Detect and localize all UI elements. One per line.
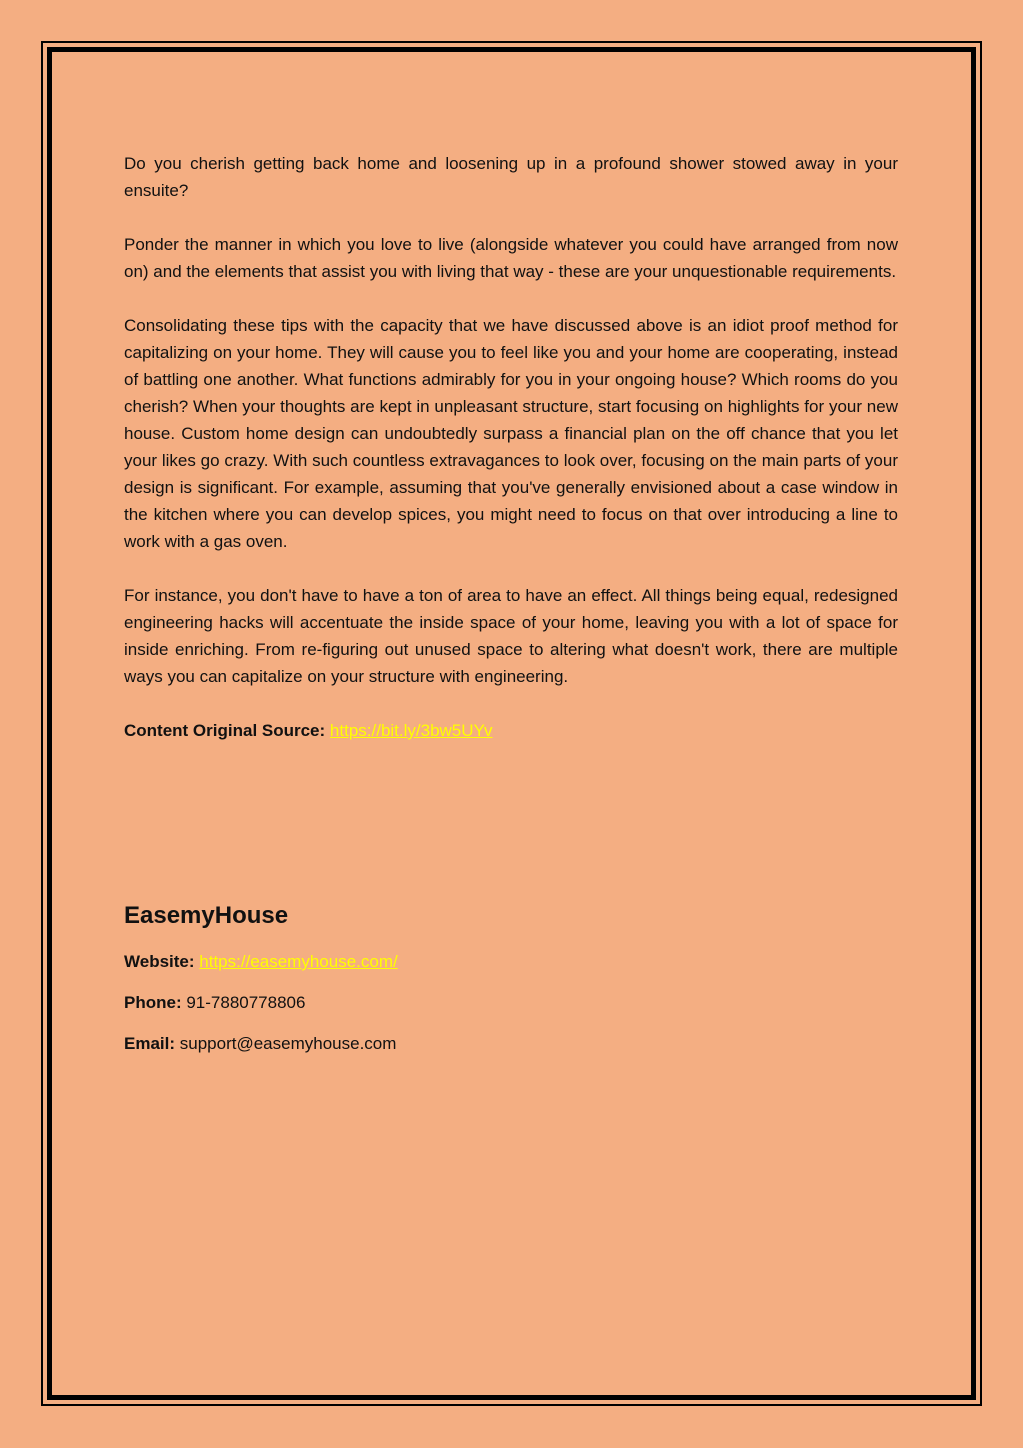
- paragraph-4: For instance, you don't have to have a ton of area to have an effect. All things being equal, redesigned engineering hacks will accentuate the inside space of your home, leaving you with a lot of space for inside enriching. From re-figuring out unused space to altering what doesn't work, there are multiple ways you can capitalize on your structure with engineering.: [124, 586, 898, 686]
- phone-label: Phone:: [124, 993, 182, 1012]
- email-label: Email:: [124, 1034, 176, 1053]
- paragraph-2: Ponder the manner in which you love to live (alongside whatever you could have arranged from now on) and the elements that assist you with living that way - these are your unquestionable requirements.: [124, 235, 898, 281]
- phone-line: [124, 991, 305, 1015]
- website-link[interactable]: https://easemyhouse.com/: [199, 952, 398, 971]
- email-line: [124, 1032, 396, 1056]
- website-line: [124, 950, 398, 974]
- source-line: [124, 717, 898, 744]
- source-label: Content Original Source:: [124, 721, 326, 740]
- website-label: Website:: [124, 952, 195, 971]
- paragraph-1: Do you cherish getting back home and loosening up in a profound shower stowed away in your ensuite?: [124, 154, 898, 200]
- source-link[interactable]: https://bit.ly/3bw5UYv: [329, 721, 493, 740]
- article-body: [124, 150, 898, 744]
- company-name: EasemyHouse: [124, 902, 289, 929]
- email-value: support@easemyhouse.com: [179, 1034, 397, 1053]
- phone-value: 91-7880778806: [186, 993, 306, 1012]
- paragraph-3: Consolidating these tips with the capacity that we have discussed above is an idiot proof method for capitalizing on your home. They will cause you to feel like you and your home are cooperating, instead of battling one another. What functions admirably for you in your ongoing house? Which rooms do you cherish? When your thoughts are kept in unpleasant structure, start focusing on highlights for your new house. Custom home design can undoubtedly surpass a financial plan on the off chance that you let your likes go crazy. With such countless extravagances to look over, focusing on the main parts of your design is significant. For example, assuming that you've generally envisioned about a case window in the kitchen where you can develop spices, you might need to focus on that over introducing a line to work with a gas oven.: [124, 316, 898, 551]
